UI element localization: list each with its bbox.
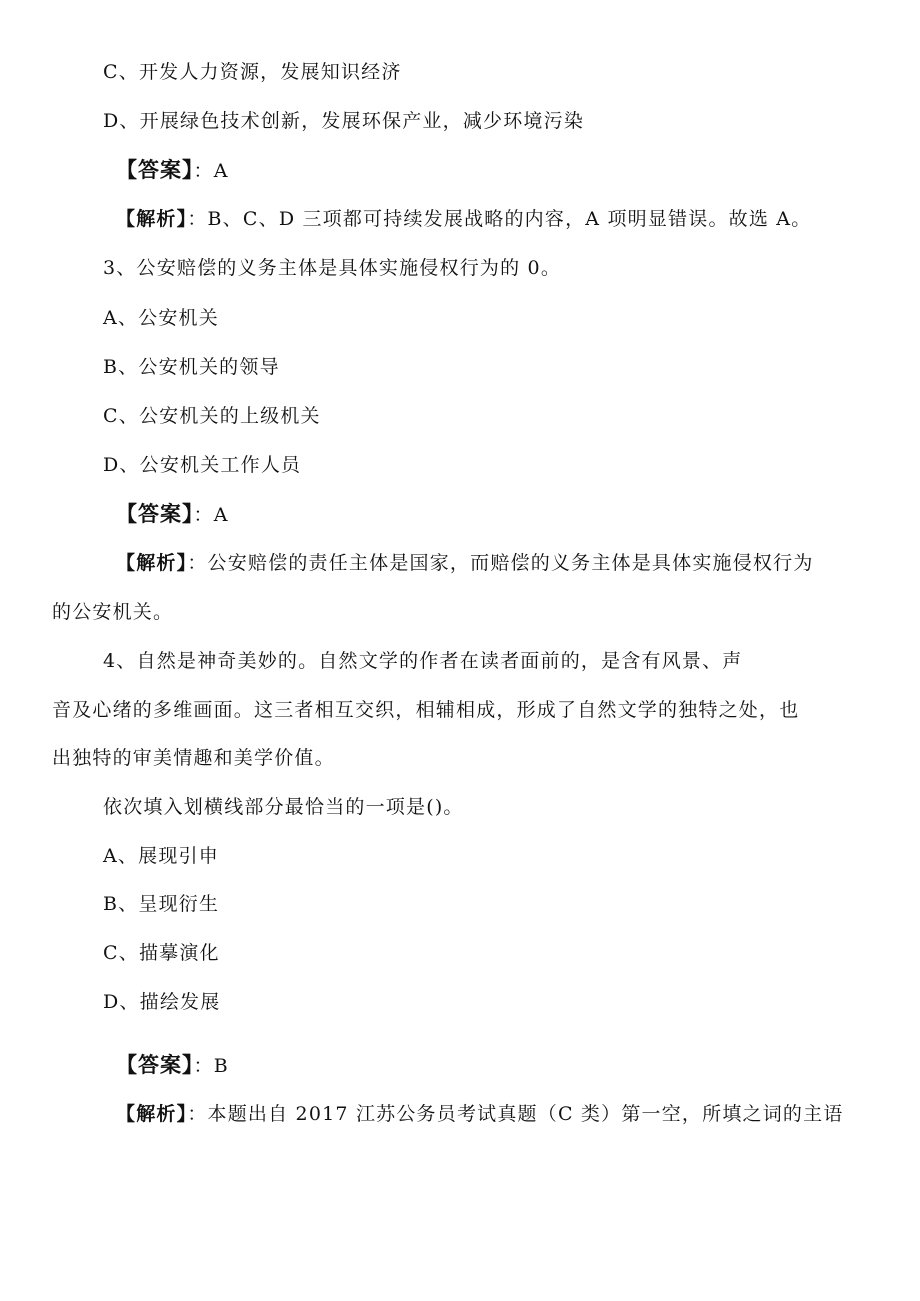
analysis-text: ：B、C、D 三项都可持续发展战略的内容，A 项明显错误。故选 A。 bbox=[187, 208, 812, 230]
q3-option-b: B、公安机关的领导 bbox=[103, 356, 280, 378]
analysis-label: 【解析】 bbox=[116, 552, 188, 574]
answer-label: 【答案】 bbox=[116, 1053, 194, 1077]
answer-value: ：A bbox=[193, 160, 229, 182]
q4-stem-line-1: 4、自然是神奇美妙的。自然文学的作者在读者面前的，是含有风景、声 bbox=[103, 650, 743, 672]
answer-label: 【答案】 bbox=[116, 502, 194, 526]
answer-value: ：B bbox=[193, 1055, 229, 1077]
q2-analysis bbox=[116, 206, 811, 232]
q3-analysis-line-2: 的公安机关。 bbox=[52, 601, 174, 623]
analysis-label: 【解析】 bbox=[116, 208, 188, 230]
answer-label: 【答案】 bbox=[116, 158, 194, 182]
q3-option-d: D、公安机关工作人员 bbox=[103, 454, 302, 476]
q3-option-c: C、公安机关的上级机关 bbox=[103, 405, 321, 427]
q4-prompt: 依次填入划横线部分最恰当的一项是()。 bbox=[103, 796, 464, 818]
q4-option-c: C、描摹演化 bbox=[103, 942, 220, 964]
q4-option-a: A、展现引申 bbox=[103, 845, 219, 867]
q4-option-b: B、呈现衍生 bbox=[103, 893, 220, 915]
q4-stem-line-3: 出独特的审美情趣和美学价值。 bbox=[52, 747, 335, 769]
q2-answer bbox=[116, 157, 229, 184]
q2-option-d: D、开展绿色技术创新，发展环保产业，减少环境污染 bbox=[103, 110, 585, 132]
analysis-text: ：本题出自 2017 江苏公务员考试真题（C 类）第一空，所填之词的主语 bbox=[187, 1103, 844, 1125]
q4-answer bbox=[116, 1052, 229, 1079]
q4-option-d: D、描绘发展 bbox=[103, 991, 221, 1013]
q3-stem: 3、公安赔偿的义务主体是具体实施侵权行为的 0。 bbox=[103, 257, 562, 279]
q4-stem-line-2: 音及心绪的多维画面。这三者相互交织，相辅相成，形成了自然文学的独特之处，也 bbox=[52, 699, 800, 721]
analysis-text: ：公安赔偿的责任主体是国家，而赔偿的义务主体是具体实施侵权行为 bbox=[187, 552, 814, 574]
q3-answer bbox=[116, 501, 229, 528]
q3-analysis-line-1 bbox=[116, 550, 814, 576]
analysis-label: 【解析】 bbox=[116, 1103, 188, 1125]
answer-value: ：A bbox=[193, 504, 229, 526]
q2-option-c: C、开发人力资源，发展知识经济 bbox=[103, 61, 402, 83]
q3-option-a: A、公安机关 bbox=[103, 307, 219, 329]
q4-analysis bbox=[116, 1101, 844, 1127]
